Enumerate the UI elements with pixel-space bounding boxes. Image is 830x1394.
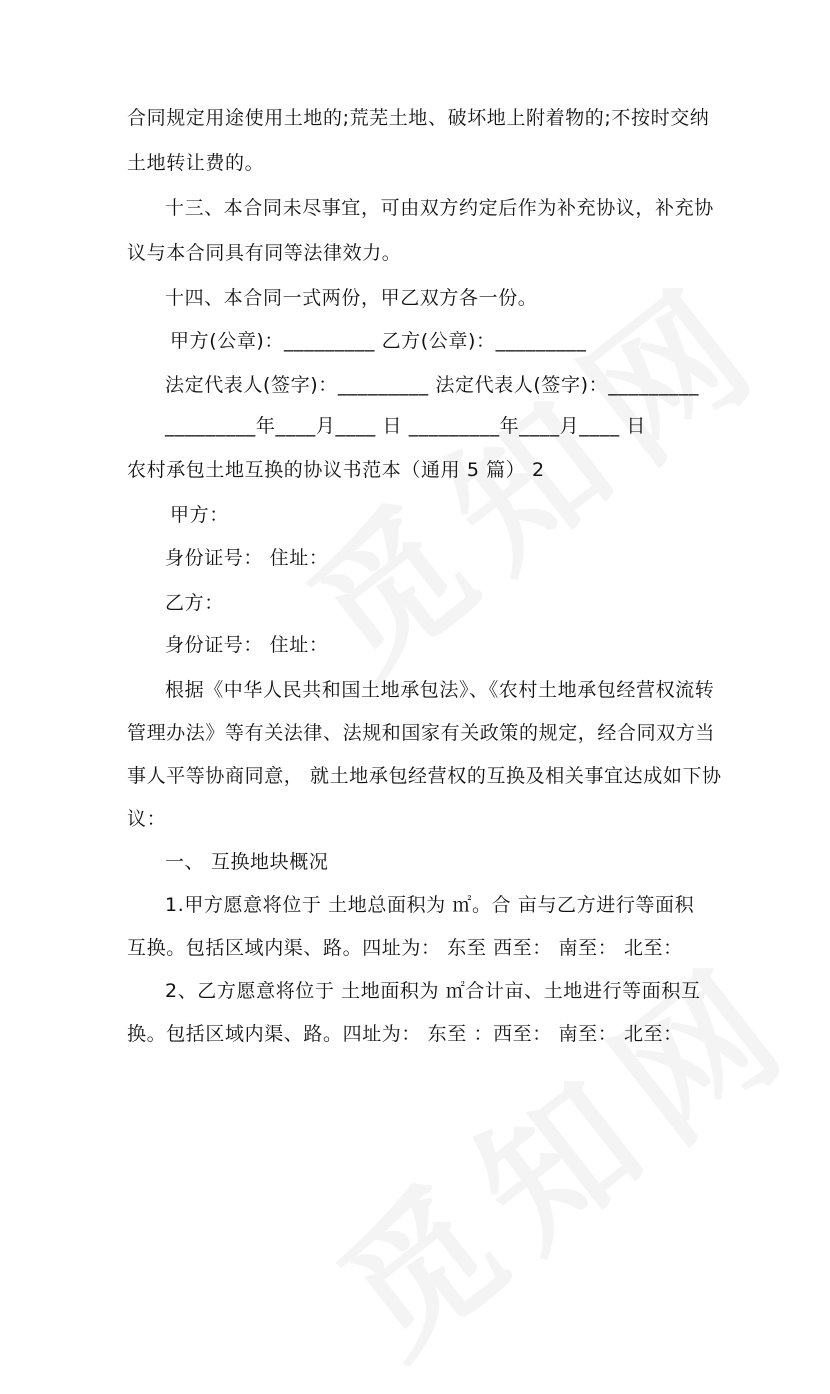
signature-line-seal: 甲方(公章)：_________ 乙方(公章)：_________ [170, 330, 587, 352]
paragraph-line: 议： [127, 808, 167, 830]
paragraph-line: 1.甲方愿意将位于 土地总面积为 ㎡。合 亩与乙方进行等面积 [165, 894, 695, 916]
section-title: 农村承包土地互换的协议书范本（通用 5 篇） 2 [127, 459, 545, 481]
paragraph-line: 换。包括区域内渠、路。四址为： 东至 ：西至： 南至： 北至： [127, 1023, 683, 1045]
party-a-label: 甲方： [170, 504, 229, 526]
paragraph-line: 十四、本合同一式两份，甲乙双方各一份。 [165, 287, 538, 309]
paragraph-line: 土地转让费的。 [127, 152, 265, 174]
paragraph-line: 十三、本合同未尽事宜，可由双方约定后作为补充协议，补充协 [165, 197, 714, 219]
paragraph-line: 合同规定用途使用土地的;荒芜土地、破坏地上附着物的;不按时交纳 [127, 107, 710, 129]
signature-line-representative: 法定代表人(签字)：_________ 法定代表人(签字)：_________ [165, 374, 700, 396]
paragraph-line: 事人平等协商同意， 就土地承包经营权的互换及相关事宜达成如下协 [127, 765, 722, 787]
party-b-id-address: 身份证号： 住址： [165, 634, 329, 656]
watermark-bottom [289, 902, 830, 1394]
paragraph-line: 管理办法》等有关法律、法规和国家有关政策的规定，经合同双方当 [127, 722, 716, 744]
paragraph-line: 议与本合同具有同等法律效力。 [127, 242, 402, 264]
paragraph-line: 2、乙方愿意将位于 土地面积为 ㎡合计亩、土地进行等面积互 [165, 980, 701, 1002]
paragraph-line: 根据《中华人民共和国土地承包法》、《农村土地承包经营权流转 [165, 679, 715, 701]
paragraph-line: 互换。包括区域内渠、路。四址为： 东至 西至： 南至： 北至： [127, 937, 683, 959]
party-a-id-address: 身份证号： 住址： [165, 547, 329, 569]
section-heading: 一、 互换地块概况 [165, 851, 329, 873]
date-line: _________年____月____ 日 _________年____月____ 日 [165, 415, 646, 437]
party-b-label: 乙方： [165, 592, 224, 614]
